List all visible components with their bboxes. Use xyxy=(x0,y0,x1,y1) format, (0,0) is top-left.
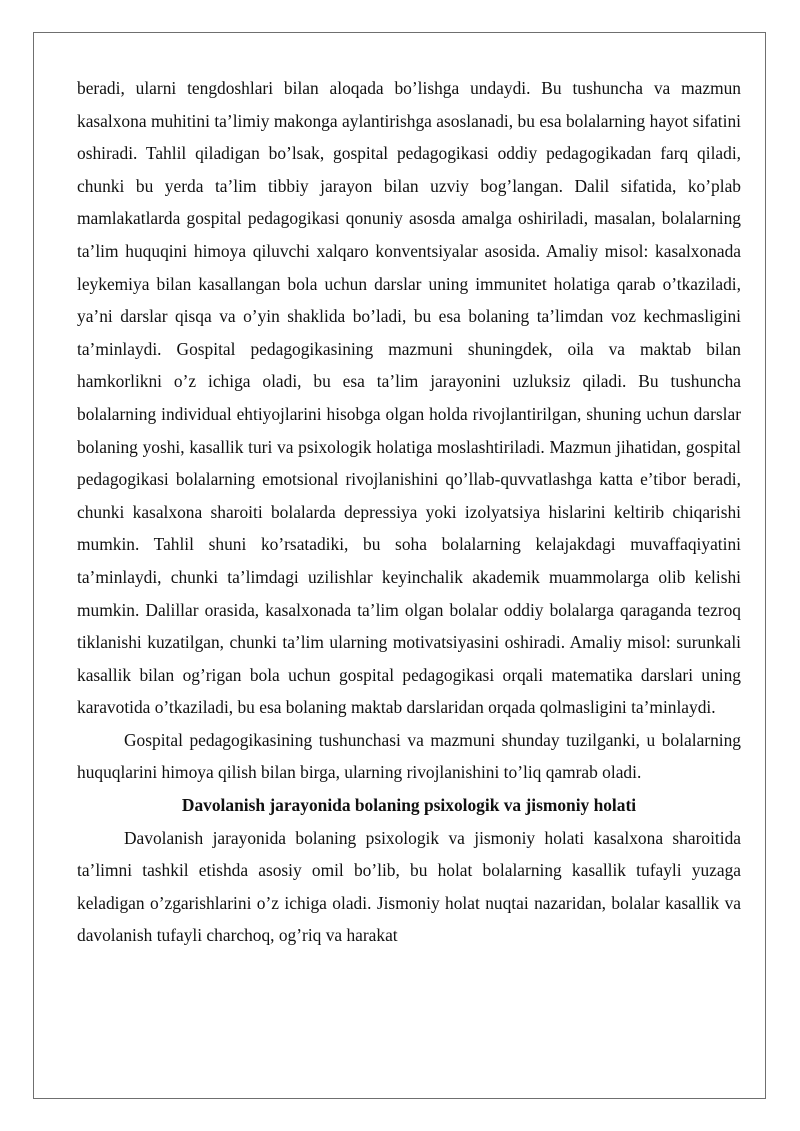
body-paragraph-summary: Gospital pedagogikasining tushunchasi va mazmuni shunday tuzilganki, u bolalarning huquqlarini himoya qilish bilan birga, ularning rivojlanishini to’liq qamrab oladi. xyxy=(77,729,741,783)
section-heading: Davolanish jarayonida bolaning psixologik va jismoniy holati xyxy=(181,795,637,816)
body-paragraph-continued: beradi, ularni tengdoshlari bilan aloqada bo’lishga undaydi. Bu tushuncha va mazmun kasalxona muhitini ta’limiy makonga aylantirishga asoslanadi, bu esa bolalarning hayot sifatini oshiradi. Tahlil qiladigan bo’lsak, gospital pedagogikasi oddiy pedagogikadan farq qiladi, chunki bu yerda ta’lim tibbiy jarayon bilan uzviy bog’langan. Dalil sifatida, ko’plab mamlakatlarda gospital pedagogikasi qonuniy asosda amalga oshiriladi, masalan, bolalarning ta’lim huquqini himoya qiluvchi xalqaro konventsiyalar asosida. Amaliy misol: kasalxonada leykemiya bilan kasallangan bola uchun darslar uning immunitet holatiga qarab o’tkaziladi, ya’ni darslar qisqa va o’yin shaklida bo’ladi, bu esa bolaning ta’limdan voz kechmasligini ta’minlaydi. Gospital pedagogikasining mazmuni shuningdek, oila va maktab bilan hamkorlikni o’z ichiga oladi, bu esa ta’lim jarayonini uzluksiz qiladi. Bu tushuncha bolalarning individual ehtiyojlarini hisobga olgan holda rivojlantirilgan, shuning uchun darslar bolaning yoshi, kasallik turi va psixologik holatiga moslashtiriladi. Mazmun jihatidan, gospital pedagogikasi bolalarning emotsional rivojlanishini qo’llab-quvvatlashga katta e’tibor beradi, chunki kasalxona sharoiti bolalarda depressiya yoki izolyatsiya hislarini keltirib chiqarishi mumkin. Tahlil shuni ko’rsatadiki, bu soha bolalarning kelajakdagi muvaffaqiyatini ta’minlaydi, chunki ta’limdagi uzilishlar keyinchalik akademik muammolarga olib kelishi mumkin. Dalillar orasida, kasalxonada ta’lim olgan bolalar oddiy bolalarga qaraganda tezroq tiklanishi kuzatilgan, chunki ta’lim ularning motivatsiyasini oshiradi. Amaliy misol: surunkali kasallik bilan og’rigan bola uchun gospital pedagogikasi orqali matematika darslari uning karavotida o’tkaziladi, bu esa bolaning maktab darslaridan orqada qolmasligini ta’minlaydi. xyxy=(77,78,741,718)
document-body xyxy=(77,72,741,952)
section-paragraph: Davolanish jarayonida bolaning psixologik va jismoniy holati kasalxona sharoitida ta’limni tashkil etishda asosiy omil bo’lib, bu holat bolalarning kasallik tufayli yuzaga keladigan o’zgarishlarini o’z ichiga oladi. Jismoniy holat nuqtai nazaridan, bolalar kasallik va davolanish tufayli charchoq, og’riq va harakat xyxy=(77,827,741,946)
